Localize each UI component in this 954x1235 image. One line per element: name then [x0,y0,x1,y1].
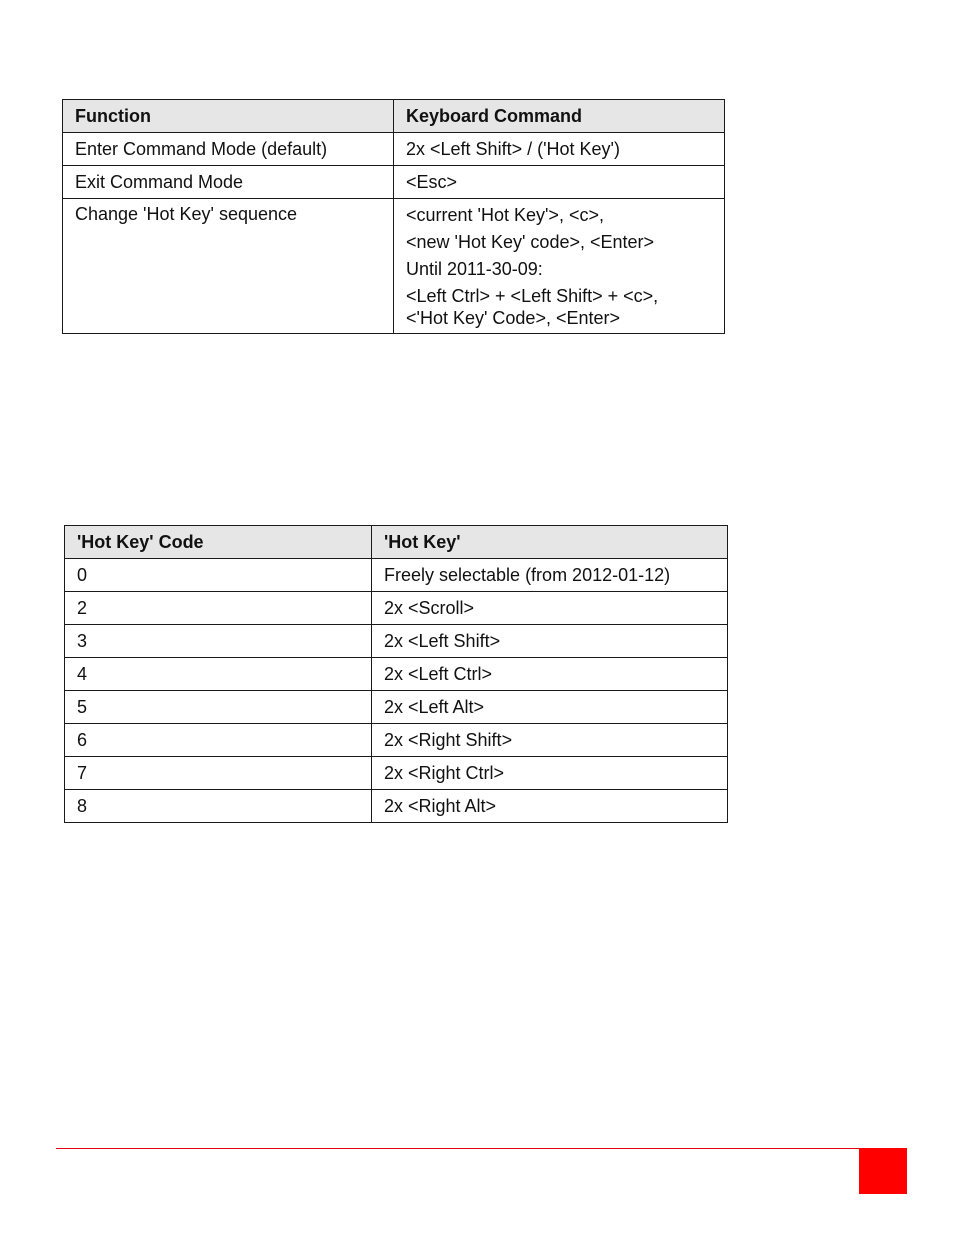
hot-key-cell: 2x <Right Shift> [372,724,728,757]
column-header-hot-key: 'Hot Key' [372,526,728,559]
table-row [65,592,728,625]
table-row [65,757,728,790]
code-cell: 7 [65,757,372,790]
function-cell: Change 'Hot Key' sequence [63,199,394,334]
table-row [63,133,725,166]
hot-key-cell: 2x <Left Alt> [372,691,728,724]
code-cell: 4 [65,658,372,691]
hot-key-cell: 2x <Right Ctrl> [372,757,728,790]
footer-rule [56,1148,859,1149]
command-line: <'Hot Key' Code>, <Enter> [406,308,621,328]
command-line: <Left Ctrl> + <Left Shift> + <c>, [406,286,659,306]
hot-key-cell: 2x <Right Alt> [372,790,728,823]
command-cell [394,199,725,334]
function-cell: Exit Command Mode [63,166,394,199]
code-cell: 2 [65,592,372,625]
table-header-row [65,526,728,559]
hot-key-cell: 2x <Left Shift> [372,625,728,658]
function-cell: Enter Command Mode (default) [63,133,394,166]
column-header-keyboard-command: Keyboard Command [394,100,725,133]
table-row [65,625,728,658]
code-cell: 3 [65,625,372,658]
command-line: Until 2011-30-09: [406,259,543,279]
command-line: <current 'Hot Key'>, <c>, [406,205,604,225]
table-row [65,724,728,757]
hot-key-cell: Freely selectable (from 2012-01-12) [372,559,728,592]
table-row [65,691,728,724]
code-cell: 8 [65,790,372,823]
hot-key-cell: 2x <Scroll> [372,592,728,625]
code-cell: 5 [65,691,372,724]
code-cell: 6 [65,724,372,757]
table-row [65,790,728,823]
hot-key-code-table [64,525,728,823]
column-header-function: Function [63,100,394,133]
code-cell: 0 [65,559,372,592]
table-row [63,199,725,334]
column-header-hot-key-code: 'Hot Key' Code [65,526,372,559]
command-line: <new 'Hot Key' code>, <Enter> [406,232,655,252]
table-row [65,658,728,691]
table-row [65,559,728,592]
table-row [63,166,725,199]
keyboard-command-table [62,99,725,334]
hot-key-cell: 2x <Left Ctrl> [372,658,728,691]
table-header-row [63,100,725,133]
footer-page-marker [859,1148,907,1194]
command-cell: <Esc> [394,166,725,199]
command-cell: 2x <Left Shift> / ('Hot Key') [394,133,725,166]
